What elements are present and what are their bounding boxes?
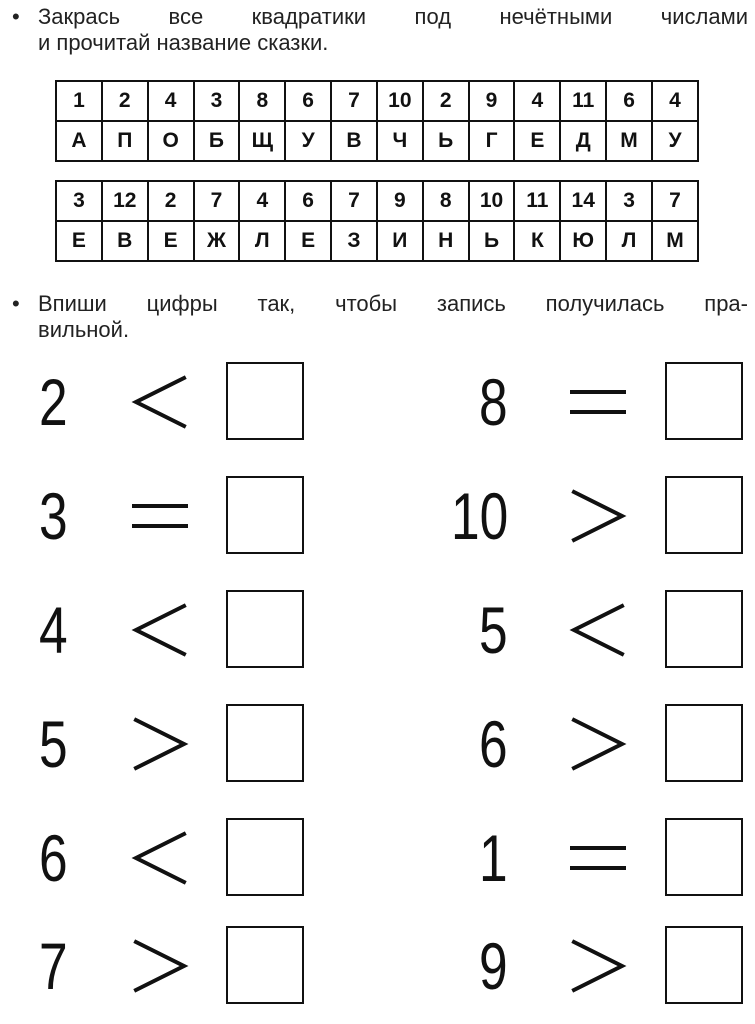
given-number: 7 xyxy=(39,929,68,1003)
puzzle-grid-1 xyxy=(55,80,699,162)
number-cell: 11 xyxy=(560,81,606,121)
number-cell: 9 xyxy=(377,181,423,221)
comparison-row xyxy=(0,476,755,556)
given-number: 5 xyxy=(479,593,508,667)
number-cell: 4 xyxy=(239,181,285,221)
number-cell: 4 xyxy=(652,81,698,121)
number-cell: 4 xyxy=(148,81,194,121)
answer-box[interactable] xyxy=(665,818,743,896)
greater-than-icon xyxy=(568,488,628,544)
number-cell: 7 xyxy=(331,81,377,121)
letter-cell[interactable]: Е xyxy=(285,221,331,261)
grid-number-row xyxy=(56,181,698,221)
number-cell: 14 xyxy=(560,181,606,221)
number-cell: 6 xyxy=(285,181,331,221)
greater-than-icon xyxy=(568,938,628,994)
number-cell: 10 xyxy=(377,81,423,121)
grid-letter-row xyxy=(56,221,698,261)
number-cell: 6 xyxy=(606,81,652,121)
letter-cell[interactable]: Б xyxy=(194,121,240,161)
number-cell: 1 xyxy=(56,81,102,121)
number-cell: 8 xyxy=(239,81,285,121)
letter-cell[interactable]: Г xyxy=(469,121,515,161)
number-cell: 12 xyxy=(102,181,148,221)
letter-cell[interactable]: Ь xyxy=(423,121,469,161)
comparison-row xyxy=(0,818,755,898)
number-cell: 3 xyxy=(56,181,102,221)
letter-cell[interactable]: П xyxy=(102,121,148,161)
letter-cell[interactable]: В xyxy=(331,121,377,161)
given-number: 4 xyxy=(39,593,68,667)
given-number: 1 xyxy=(479,821,508,895)
letter-cell[interactable]: М xyxy=(652,221,698,261)
equals-icon xyxy=(568,830,628,886)
number-cell: 2 xyxy=(102,81,148,121)
letter-cell[interactable]: Ж xyxy=(194,221,240,261)
comparison-row xyxy=(0,590,755,670)
letter-cell[interactable]: В xyxy=(102,221,148,261)
answer-box[interactable] xyxy=(665,704,743,782)
given-number: 3 xyxy=(39,479,68,553)
letter-cell[interactable]: У xyxy=(285,121,331,161)
grid-letter-row xyxy=(56,121,698,161)
answer-box[interactable] xyxy=(665,362,743,440)
letter-cell[interactable]: М xyxy=(606,121,652,161)
task-1-instruction xyxy=(12,4,748,56)
grid-number-row xyxy=(56,81,698,121)
answer-box[interactable] xyxy=(665,590,743,668)
equals-icon xyxy=(568,374,628,430)
given-number: 9 xyxy=(479,929,508,1003)
letter-cell[interactable]: У xyxy=(652,121,698,161)
letter-cell[interactable]: И xyxy=(377,221,423,261)
instruction-line-2: вильной. xyxy=(38,317,130,342)
less-than-icon xyxy=(568,602,628,658)
puzzle-grid-2 xyxy=(55,180,699,262)
letter-cell[interactable]: З xyxy=(331,221,377,261)
number-cell: 4 xyxy=(514,81,560,121)
given-number: 2 xyxy=(39,365,68,439)
letter-cell[interactable]: Е xyxy=(514,121,560,161)
letter-cell[interactable]: Л xyxy=(606,221,652,261)
bullet-icon: • xyxy=(12,4,20,29)
letter-cell[interactable]: Д xyxy=(560,121,606,161)
letter-cell[interactable]: О xyxy=(148,121,194,161)
letter-cell[interactable]: К xyxy=(514,221,560,261)
letter-cell[interactable]: Щ xyxy=(239,121,285,161)
answer-box[interactable] xyxy=(665,926,743,1004)
number-cell: 11 xyxy=(514,181,560,221)
given-number: 8 xyxy=(479,365,508,439)
letter-cell[interactable]: Ч xyxy=(377,121,423,161)
number-cell: 7 xyxy=(331,181,377,221)
comparison-row xyxy=(0,362,755,442)
letter-cell[interactable]: Е xyxy=(56,221,102,261)
number-cell: 3 xyxy=(194,81,240,121)
number-cell: 6 xyxy=(285,81,331,121)
comparison-row xyxy=(0,926,755,1006)
number-cell: 8 xyxy=(423,181,469,221)
number-cell: 2 xyxy=(423,81,469,121)
number-cell: 7 xyxy=(194,181,240,221)
number-cell: 10 xyxy=(469,181,515,221)
greater-than-icon xyxy=(568,716,628,772)
letter-cell[interactable]: Н xyxy=(423,221,469,261)
number-cell: 3 xyxy=(606,181,652,221)
number-cell: 7 xyxy=(652,181,698,221)
instruction-line-2: и прочитай название сказки. xyxy=(38,30,329,55)
given-number: 5 xyxy=(39,707,68,781)
given-number: 10 xyxy=(450,479,508,553)
instruction-line-1: Закрась все квадратики под нечётными числами xyxy=(38,4,748,29)
number-cell: 9 xyxy=(469,81,515,121)
task-2-instruction xyxy=(12,291,748,343)
comparison-row xyxy=(0,704,755,784)
letter-cell[interactable]: Л xyxy=(239,221,285,261)
letter-cell[interactable]: А xyxy=(56,121,102,161)
letter-cell[interactable]: Ь xyxy=(469,221,515,261)
bullet-icon: • xyxy=(12,291,20,316)
answer-box[interactable] xyxy=(665,476,743,554)
given-number: 6 xyxy=(39,821,68,895)
instruction-line-1: Впиши цифры так, чтобы запись получилась пра- xyxy=(38,291,748,316)
given-number: 6 xyxy=(479,707,508,781)
letter-cell[interactable]: Е xyxy=(148,221,194,261)
letter-cell[interactable]: Ю xyxy=(560,221,606,261)
number-cell: 2 xyxy=(148,181,194,221)
